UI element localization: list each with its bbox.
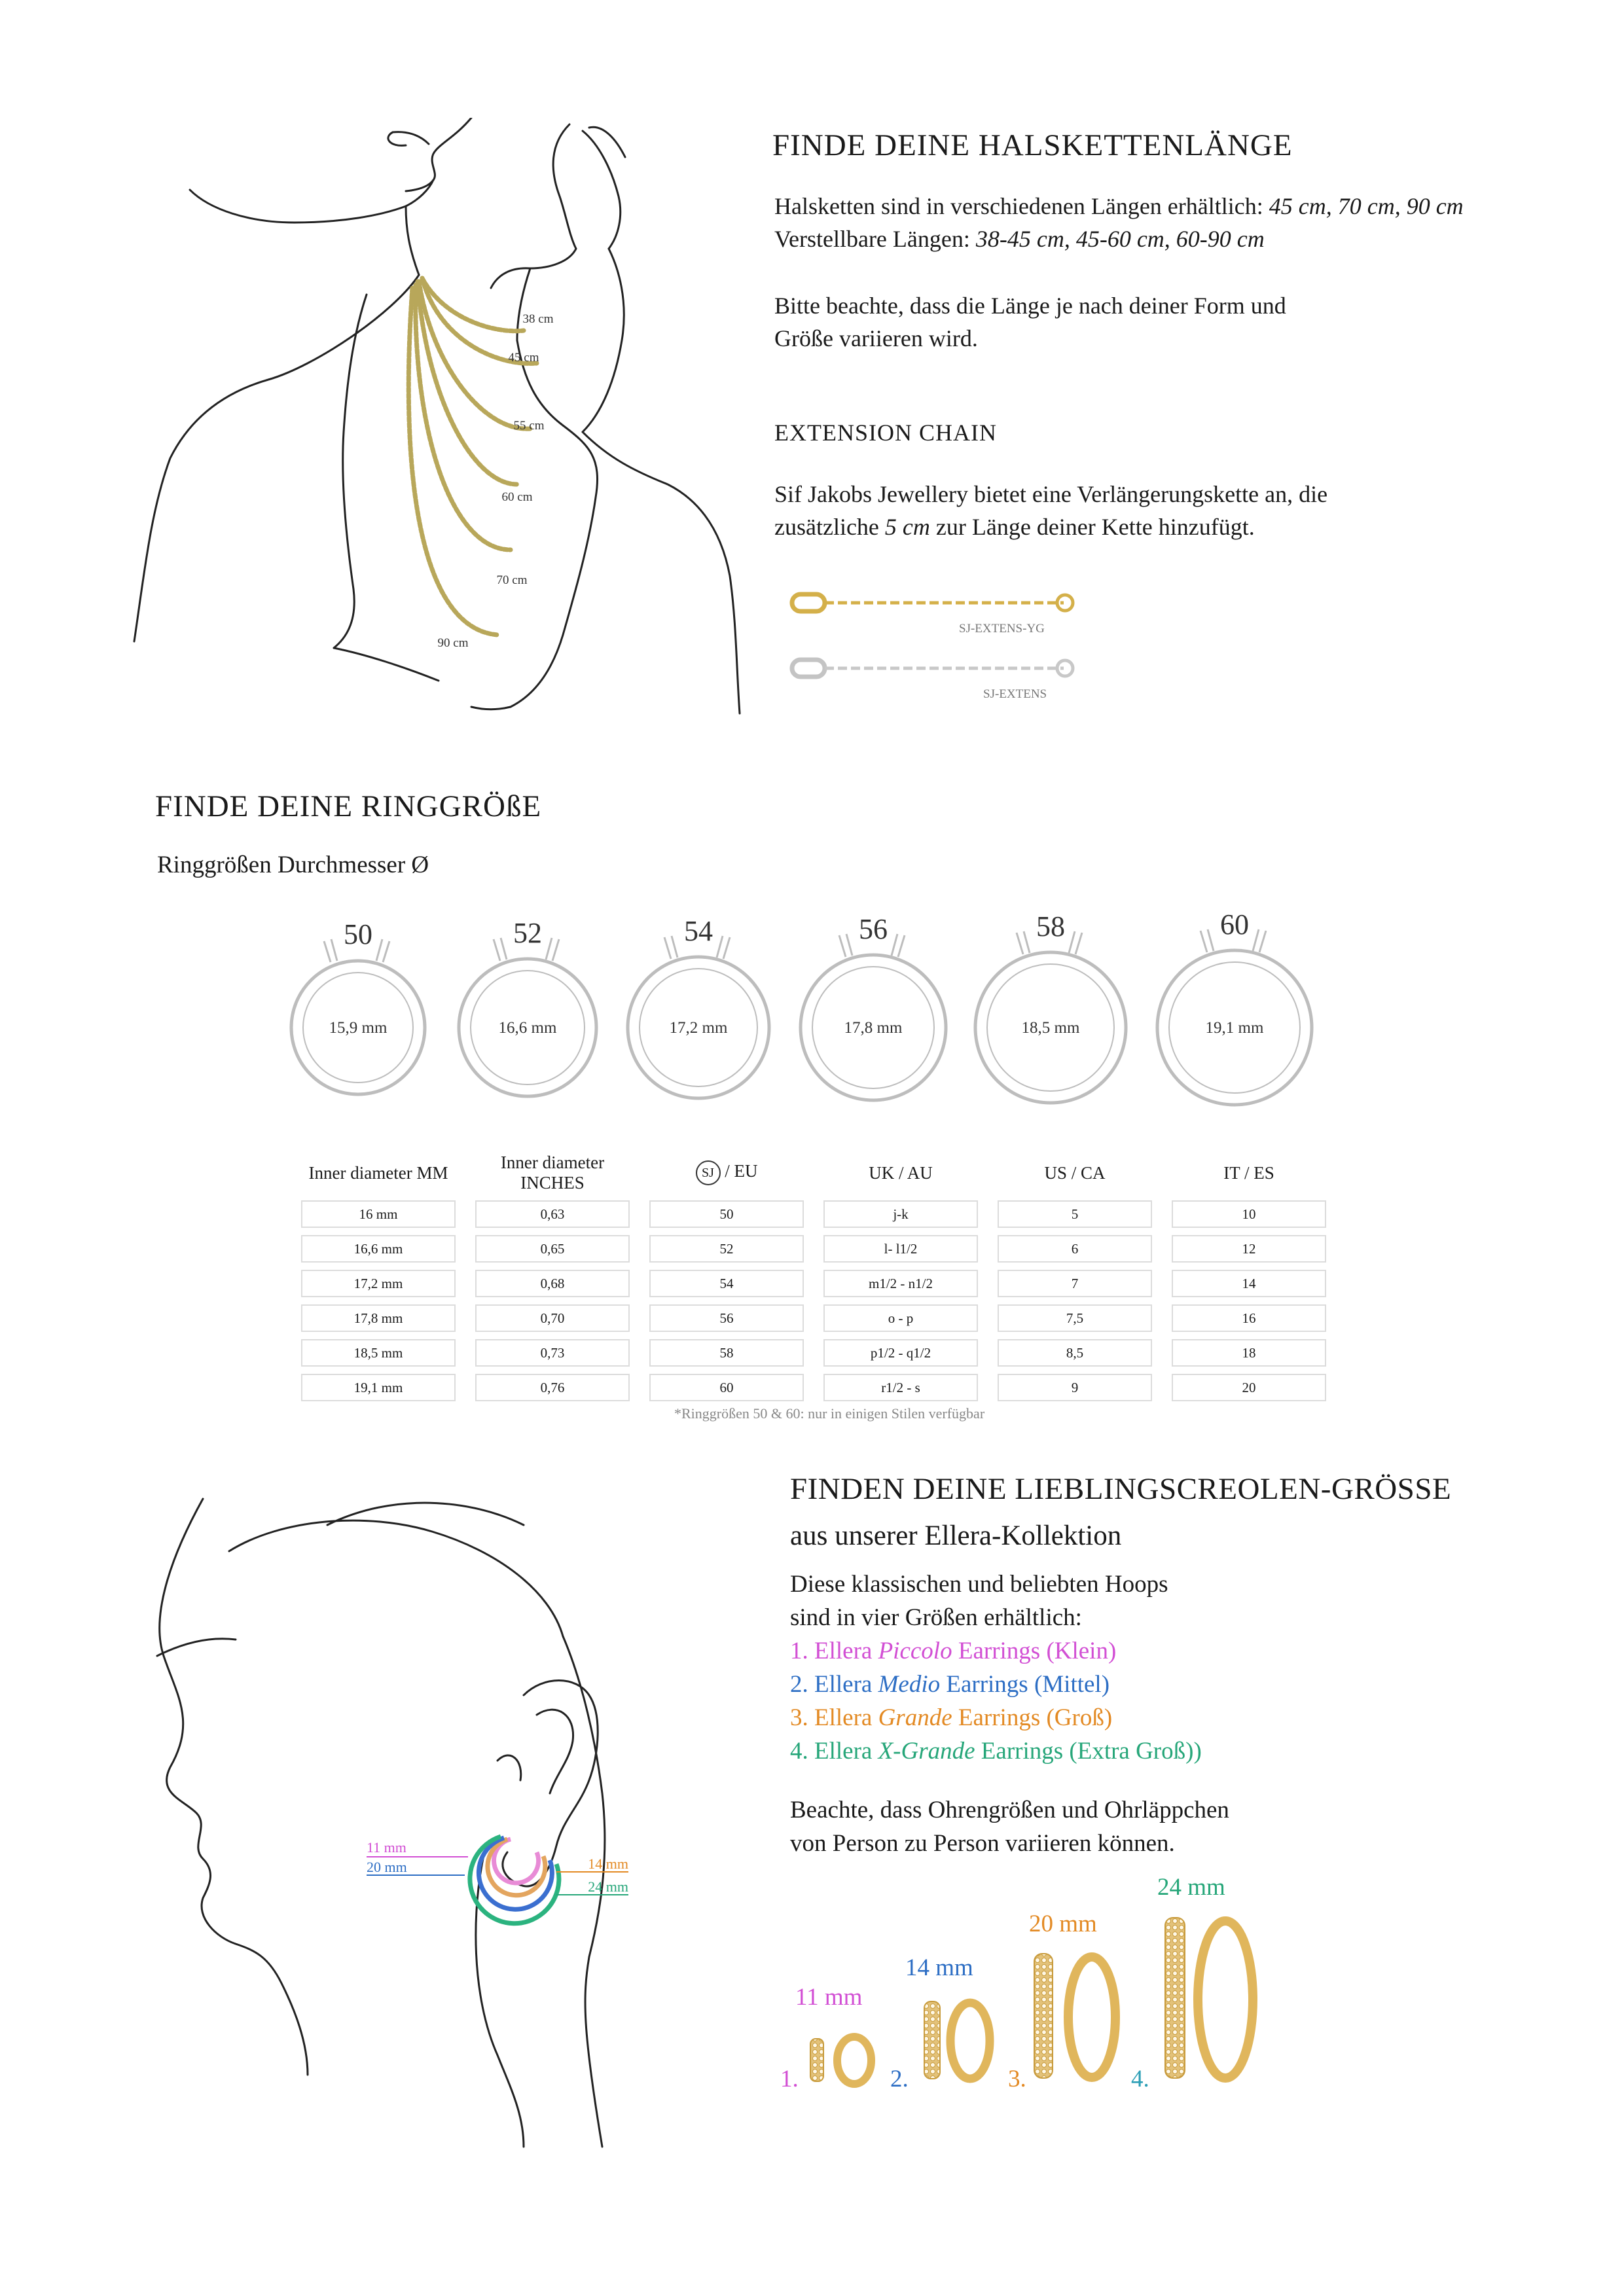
necklace-illustration	[131, 118, 746, 726]
extension-line: Sif Jakobs Jewellery bietet eine Verlängerungskette an, die	[774, 481, 1328, 507]
table-cell: 7,5	[998, 1304, 1152, 1332]
column-header: Inner diameter MM	[308, 1162, 448, 1183]
ring-diameter: 17,8 mm	[844, 1019, 903, 1037]
table-cell: 8,5	[998, 1339, 1152, 1367]
extension-chain-silver	[789, 648, 1077, 687]
hoops-title: FINDEN DEINE LIEBLINGSCREOLEN-GRÖSSE	[790, 1472, 1452, 1506]
hoop-number: 1.	[780, 2066, 799, 2092]
table-cell: 7	[998, 1270, 1152, 1297]
ring-size-label: 56	[859, 913, 888, 945]
extension-text	[774, 478, 1327, 543]
chain-length-label: 38 cm	[522, 312, 554, 326]
hoop-earrings-product-images	[799, 1911, 1270, 2101]
table-cell: r1/2 - s	[823, 1374, 978, 1401]
table-cell: 52	[649, 1235, 804, 1263]
lengths-prefix: Halsketten sind in verschiedenen Längen erhältlich:	[774, 193, 1269, 219]
hoop-size-item	[790, 1701, 1202, 1734]
table-cell: 0,63	[475, 1200, 630, 1228]
column-header: IT / ES	[1223, 1162, 1274, 1183]
chain-length-label: 55 cm	[513, 419, 545, 433]
table-cell: 14	[1172, 1270, 1326, 1297]
hoop-item-prefix: 3. Ellera	[790, 1704, 878, 1731]
ear-label-14mm: 14 mm	[588, 1856, 628, 1872]
table-cell: j-k	[823, 1200, 978, 1228]
column-header: UK / AU	[869, 1162, 933, 1183]
table-cell: 16 mm	[301, 1200, 456, 1228]
table-cell: 5	[998, 1200, 1152, 1228]
table-cell: 0,65	[475, 1235, 630, 1263]
lengths-values: 45 cm, 70 cm, 90 cm	[1269, 193, 1464, 219]
hoop-size-item	[790, 1668, 1202, 1701]
hoop-item-name: X-Grande	[878, 1738, 975, 1765]
ear-profile-illustration	[131, 1486, 733, 2153]
hoops-list	[790, 1568, 1202, 1768]
hoop-number: 3.	[1008, 2066, 1026, 2092]
table-cell: 17,8 mm	[301, 1304, 456, 1332]
necklace-lengths-text	[774, 190, 1464, 255]
ear-label-11mm: 11 mm	[367, 1839, 406, 1856]
table-cell: 60	[649, 1374, 804, 1401]
hoop-item-name: Grande	[878, 1704, 952, 1731]
table-row	[301, 1304, 1326, 1332]
hoop-size-label: 14 mm	[905, 1954, 973, 1981]
note-line: Größe variieren wird.	[774, 325, 978, 351]
ear-label-24mm: 24 mm	[588, 1878, 628, 1895]
ear-label-20mm: 20 mm	[367, 1859, 407, 1875]
table-cell: l- l1/2	[823, 1235, 978, 1263]
hoop-item-name: Piccolo	[878, 1638, 952, 1664]
table-row	[301, 1374, 1326, 1401]
hoop-number: 4.	[1131, 2066, 1149, 2092]
hoop-item-prefix: 2. Ellera	[790, 1671, 878, 1698]
table-cell: 0,70	[475, 1304, 630, 1332]
eu-label: / EU	[725, 1161, 758, 1181]
table-cell: 58	[649, 1339, 804, 1367]
hoop-size-label: 11 mm	[795, 1984, 863, 2011]
chain-length-label: 60 cm	[501, 490, 533, 504]
hoop-item-prefix: 1. Ellera	[790, 1638, 878, 1664]
table-header-row	[301, 1153, 1326, 1193]
ring-size-label: 54	[684, 915, 713, 947]
hoop-size-label: 24 mm	[1157, 1874, 1225, 1901]
table-cell: 10	[1172, 1200, 1326, 1228]
column-header	[649, 1153, 804, 1193]
table-cell: 0,73	[475, 1339, 630, 1367]
table-cell: 0,68	[475, 1270, 630, 1297]
table-cell: 56	[649, 1304, 804, 1332]
chain-length-label: 90 cm	[437, 636, 469, 650]
hoop-size-item	[790, 1634, 1202, 1668]
extension-gold-code: SJ-EXTENS-YG	[959, 622, 1045, 636]
note-line: Beachte, dass Ohrengrößen und Ohrläppchen	[790, 1797, 1229, 1823]
column-header: Inner diameter INCHES	[500, 1153, 605, 1193]
adjustable-prefix: Verstellbare Längen:	[774, 226, 976, 252]
table-cell: 18,5 mm	[301, 1339, 456, 1367]
ring-size-label: 58	[1036, 910, 1065, 942]
hoops-intro: Diese klassischen und beliebten Hoops	[790, 1571, 1168, 1598]
chain-length-label: 70 cm	[496, 573, 528, 587]
table-cell: 12	[1172, 1235, 1326, 1263]
table-cell: 18	[1172, 1339, 1326, 1367]
hoop-size-label: 20 mm	[1029, 1910, 1097, 1937]
note-line: von Person zu Person variieren können.	[790, 1830, 1175, 1857]
ring-size-label: 60	[1220, 908, 1249, 941]
ring-diameter: 19,1 mm	[1205, 1019, 1264, 1037]
table-cell: 6	[998, 1235, 1152, 1263]
table-cell: 9	[998, 1374, 1152, 1401]
extension-suffix: zur Länge deiner Kette hinzufügt.	[929, 514, 1255, 540]
hoop-item-suffix: Earrings (Groß)	[952, 1704, 1113, 1731]
extension-value: 5 cm	[884, 514, 930, 540]
table-cell: 16	[1172, 1304, 1326, 1332]
extension-silver-code: SJ-EXTENS	[983, 687, 1047, 701]
table-row	[301, 1339, 1326, 1367]
hoops-intro: sind in vier Größen erhältlich:	[790, 1604, 1082, 1631]
sj-logo: SJ	[696, 1160, 721, 1185]
table-cell: 20	[1172, 1374, 1326, 1401]
ring-title: FINDE DEINE RINGGRÖßE	[155, 789, 542, 823]
table-row	[301, 1270, 1326, 1297]
ring-size-label: 52	[513, 917, 542, 949]
ring-size-table	[281, 1145, 1346, 1408]
extension-chain-gold	[789, 583, 1077, 622]
table-cell: 54	[649, 1270, 804, 1297]
chain-length-label: 45 cm	[508, 351, 539, 365]
extension-prefix: zusätzliche	[774, 514, 885, 540]
hoops-note	[790, 1793, 1229, 1860]
table-cell: 0,76	[475, 1374, 630, 1401]
ring-diameter: 16,6 mm	[498, 1019, 557, 1037]
table-row	[301, 1200, 1326, 1228]
table-cell: 19,1 mm	[301, 1374, 456, 1401]
table-cell: m1/2 - n1/2	[823, 1270, 978, 1297]
table-cell: 17,2 mm	[301, 1270, 456, 1297]
note-line: Bitte beachte, dass die Länge je nach deiner Form und	[774, 293, 1286, 319]
hoop-item-suffix: Earrings (Klein)	[952, 1638, 1117, 1664]
table-row	[301, 1235, 1326, 1263]
hoop-size-item	[790, 1734, 1202, 1768]
ring-footnote: *Ringgrößen 50 & 60: nur in einigen Stilen verfügbar	[674, 1405, 985, 1422]
necklace-note	[774, 289, 1286, 355]
table-cell: 16,6 mm	[301, 1235, 456, 1263]
table-cell: o - p	[823, 1304, 978, 1332]
table-cell: 50	[649, 1200, 804, 1228]
extension-title: EXTENSION CHAIN	[774, 420, 997, 446]
hoop-number: 2.	[890, 2066, 909, 2092]
hoop-item-suffix: Earrings (Mittel)	[940, 1671, 1110, 1698]
ring-size-label: 50	[344, 918, 372, 950]
table-cell: p1/2 - q1/2	[823, 1339, 978, 1367]
hoop-item-suffix: Earrings (Extra Groß))	[975, 1738, 1202, 1765]
hoop-item-prefix: 4. Ellera	[790, 1738, 878, 1765]
necklace-title: FINDE DEINE HALSKETTENLÄNGE	[772, 128, 1293, 162]
ring-subtitle: Ringgrößen Durchmesser Ø	[157, 852, 429, 878]
ring-size-illustrations	[275, 903, 1348, 1113]
adjustable-values: 38-45 cm, 45-60 cm, 60-90 cm	[975, 226, 1265, 252]
hoops-subtitle: aus unserer Ellera-Kollektion	[790, 1520, 1122, 1551]
column-header: US / CA	[1044, 1162, 1106, 1183]
ring-diameter: 15,9 mm	[329, 1019, 388, 1037]
hoop-item-name: Medio	[878, 1671, 941, 1698]
ring-diameter: 18,5 mm	[1021, 1019, 1080, 1037]
ring-diameter: 17,2 mm	[669, 1019, 728, 1037]
